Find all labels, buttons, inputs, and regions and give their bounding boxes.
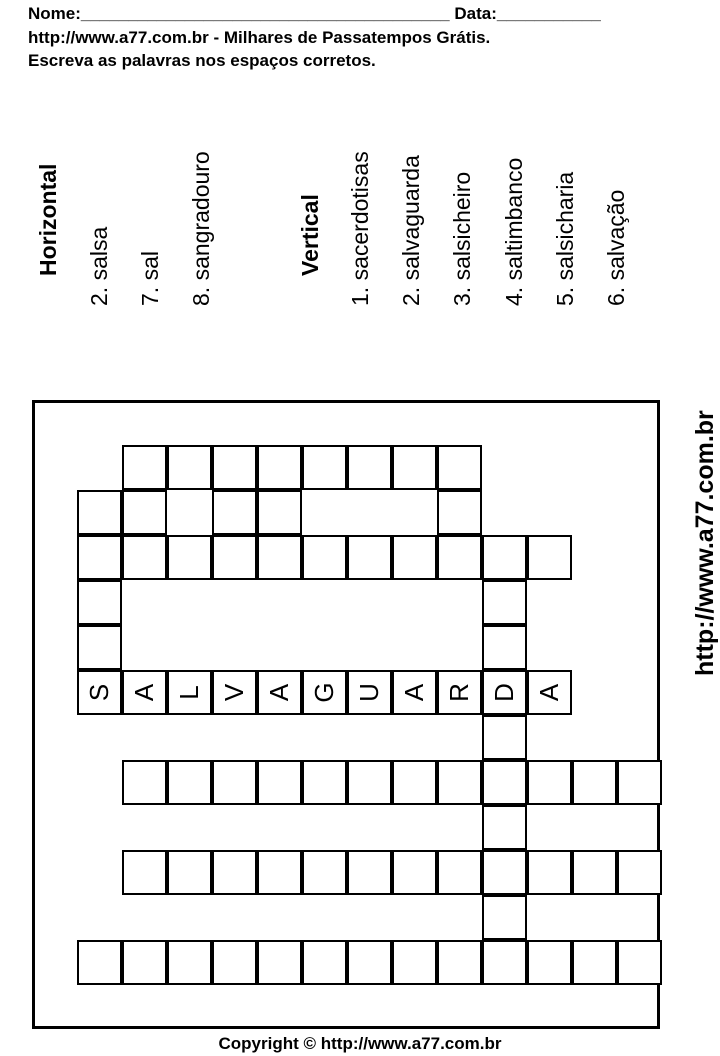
horizontal-clue: 7. sal [137, 251, 163, 306]
crossword-cell[interactable] [347, 760, 392, 805]
crossword-cell[interactable] [167, 850, 212, 895]
cell-letter: D [489, 683, 519, 702]
crossword-cell[interactable] [392, 670, 437, 715]
crossword-cell[interactable] [437, 670, 482, 715]
vertical-clue: 2. salvaguarda [398, 155, 424, 306]
copyright-footer: Copyright © http://www.a77.com.br [218, 1034, 502, 1053]
vertical-clue: 5. salsicharia [552, 171, 578, 306]
crossword-cell[interactable] [482, 850, 527, 895]
crossword-cell[interactable] [257, 940, 302, 985]
crossword-board [32, 400, 660, 1029]
cell-letter: U [354, 683, 384, 702]
crossword-cell[interactable] [482, 805, 527, 850]
horizontal-clue: 2. salsa [86, 226, 112, 306]
vertical-title: Vertical [297, 194, 323, 276]
crossword-cell[interactable] [392, 760, 437, 805]
crossword-cell[interactable] [77, 670, 122, 715]
horizontal-title: Horizontal [35, 163, 61, 276]
crossword-cell[interactable] [392, 940, 437, 985]
crossword-cell[interactable] [437, 850, 482, 895]
crossword-cell[interactable] [527, 670, 572, 715]
crossword-cell[interactable] [257, 670, 302, 715]
instruction-line: Escreva as palavras nos espaços corretos. [28, 51, 376, 70]
crossword-cell[interactable] [482, 625, 527, 670]
cell-letter: A [399, 683, 429, 702]
cell-letter: S [84, 683, 114, 702]
crossword-cell[interactable] [167, 535, 212, 580]
crossword-cell[interactable] [212, 850, 257, 895]
crossword-cell[interactable] [212, 760, 257, 805]
cell-letter: V [219, 683, 249, 702]
crossword-cell[interactable] [77, 535, 122, 580]
crossword-cell[interactable] [617, 940, 662, 985]
crossword-cell[interactable] [257, 445, 302, 490]
crossword-cell[interactable] [167, 445, 212, 490]
crossword-cell[interactable] [482, 760, 527, 805]
crossword-cell[interactable] [437, 535, 482, 580]
crossword-cell[interactable] [122, 670, 167, 715]
crossword-cell[interactable] [347, 670, 392, 715]
crossword-cell[interactable] [482, 580, 527, 625]
crossword-cell[interactable] [617, 850, 662, 895]
crossword-cell[interactable] [212, 940, 257, 985]
vertical-clue: 4. saltimbanco [501, 157, 527, 306]
crossword-cell[interactable] [347, 850, 392, 895]
crossword-cell[interactable] [167, 940, 212, 985]
crossword-cell[interactable] [392, 445, 437, 490]
crossword-cell[interactable] [482, 895, 527, 940]
crossword-cell[interactable] [302, 535, 347, 580]
vertical-clue: 6. salvação [603, 189, 629, 306]
crossword-cell[interactable] [77, 625, 122, 670]
crossword-cell[interactable] [212, 445, 257, 490]
name-date-line: Nome:_______________________________________ Data:___________ [28, 4, 601, 23]
crossword-cell[interactable] [167, 760, 212, 805]
crossword-cell[interactable] [572, 760, 617, 805]
cell-letter: L [174, 685, 204, 700]
crossword-cell[interactable] [122, 490, 167, 535]
crossword-cell[interactable] [122, 760, 167, 805]
crossword-cell[interactable] [257, 535, 302, 580]
crossword-cell[interactable] [257, 850, 302, 895]
crossword-cell[interactable] [527, 850, 572, 895]
crossword-cell[interactable] [617, 760, 662, 805]
crossword-cell[interactable] [347, 445, 392, 490]
crossword-cell[interactable] [302, 670, 347, 715]
crossword-cell[interactable] [482, 940, 527, 985]
crossword-cell[interactable] [302, 940, 347, 985]
crossword-cell[interactable] [122, 940, 167, 985]
crossword-cell[interactable] [302, 850, 347, 895]
crossword-cell[interactable] [527, 535, 572, 580]
crossword-cell[interactable] [122, 445, 167, 490]
crossword-cell[interactable] [482, 535, 527, 580]
crossword-cell[interactable] [212, 490, 257, 535]
site-line: http://www.a77.com.br - Milhares de Passatempos Grátis. [28, 28, 491, 47]
crossword-cell[interactable] [77, 490, 122, 535]
vertical-clue: 1. sacerdotisas [347, 151, 373, 306]
crossword-cell[interactable] [437, 490, 482, 535]
crossword-cell[interactable] [527, 940, 572, 985]
crossword-cell[interactable] [392, 535, 437, 580]
side-url: http://www.a77.com.br [691, 410, 719, 676]
cell-letter: R [444, 683, 474, 702]
crossword-cell[interactable] [482, 715, 527, 760]
cell-letter: A [264, 683, 294, 702]
crossword-cell[interactable] [122, 850, 167, 895]
crossword-cell[interactable] [392, 850, 437, 895]
crossword-cell[interactable] [437, 445, 482, 490]
crossword-cell[interactable] [212, 535, 257, 580]
crossword-cell[interactable] [347, 940, 392, 985]
crossword-cell[interactable] [212, 670, 257, 715]
crossword-cell[interactable] [167, 670, 212, 715]
crossword-cell[interactable] [257, 490, 302, 535]
crossword-cell[interactable] [347, 535, 392, 580]
crossword-cell[interactable] [437, 760, 482, 805]
crossword-cell[interactable] [482, 670, 527, 715]
crossword-cell[interactable] [77, 580, 122, 625]
horizontal-clue: 8. sangradouro [188, 151, 214, 306]
cell-letter: G [309, 682, 339, 703]
crossword-cell[interactable] [527, 760, 572, 805]
crossword-cell[interactable] [122, 535, 167, 580]
crossword-cell[interactable] [302, 445, 347, 490]
vertical-clue: 3. salsicheiro [449, 171, 475, 306]
crossword-cell[interactable] [257, 760, 302, 805]
crossword-cell[interactable] [302, 760, 347, 805]
cell-letter: A [534, 683, 564, 702]
crossword-cell[interactable] [77, 940, 122, 985]
crossword-cell[interactable] [437, 940, 482, 985]
crossword-cell[interactable] [572, 850, 617, 895]
crossword-cell[interactable] [572, 940, 617, 985]
cell-letter: A [129, 683, 159, 702]
